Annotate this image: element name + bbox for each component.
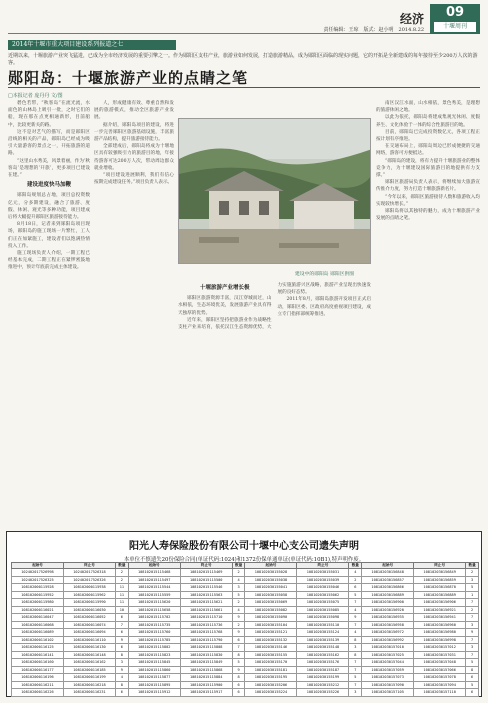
table-cell: 108102030157010 — [362, 644, 414, 652]
table-cell: 108102015115900 — [180, 681, 232, 689]
table-cell: 108102030155224 — [245, 689, 297, 697]
table-cell: 2 — [232, 599, 245, 607]
table-cell: 108102030155181 — [245, 666, 297, 674]
table-cell: 7 — [349, 666, 362, 674]
table-cell: 108102030155062 — [297, 591, 349, 599]
table-cell: 108102000116110 — [64, 636, 116, 644]
table-cell: 108102030157044 — [362, 659, 414, 667]
table-cell: 108102030155075 — [297, 599, 349, 607]
loss-notice-ad — [6, 531, 482, 697]
table-row — [12, 674, 479, 682]
table-cell: 108102030155162 — [297, 651, 349, 659]
table-cell: 108102030155038 — [245, 576, 297, 584]
table-cell: 7 — [116, 621, 129, 629]
byline: □本报记者 庞丹丹 文/图 — [8, 93, 63, 99]
table-row — [12, 666, 479, 674]
table-cell: 8 — [232, 674, 245, 682]
table-row — [12, 689, 479, 697]
paragraph: 近年来，郧阳区坚持把旅游业作为战略性支柱产业来培育，依托汉江生态资源优势，大力实施旅游兴区战略，旅游产业呈现出快速发展的良好态势。 — [178, 283, 371, 331]
table-cell: 4 — [232, 606, 245, 614]
table-cell: 8 — [466, 666, 479, 674]
table-cell: 108102030155028 — [245, 569, 297, 577]
table-cell: 108102030155132 — [245, 636, 297, 644]
paragraph: 这不是对艺气的描写，而是郧阳区沿线的相关的产品，郧阳岛已经成为吸引大量游客的景点之一，开拓旅游的道路。 — [8, 129, 90, 157]
table-cell: 8 — [349, 636, 362, 644]
table-cell: 108102000115928 — [12, 584, 64, 592]
column-header: 起始号 — [12, 563, 64, 569]
table-cell: 9 — [232, 629, 245, 637]
table-cell: 108102030155124 — [297, 629, 349, 637]
section-title: 经济 — [399, 12, 424, 26]
table-cell: 9 — [349, 614, 362, 622]
table-cell: 108102015115912 — [128, 689, 180, 697]
table-cell: 108102015115768 — [180, 629, 232, 637]
table-cell: 108102000115938 — [64, 584, 116, 592]
table-cell: 102402017526998 — [12, 569, 64, 577]
column-header: 数量 — [466, 563, 479, 569]
page-number: 09 — [445, 5, 465, 20]
table-row — [12, 644, 479, 652]
paragraph: 施工现场负责人介绍，一期工程已经基本完成，二期工程正在紧锣密鼓地推进中，预计年底前完成主体建设。 — [8, 251, 90, 271]
table-cell: 108102000116102 — [12, 636, 64, 644]
table-cell: 4 — [116, 674, 129, 682]
table-cell: 108102030156900 — [362, 599, 414, 607]
table-cell: 6 — [232, 636, 245, 644]
table-cell: 11 — [116, 599, 129, 607]
paragraph: 据介绍，郧阳岛项目的建设，将进一步完善郧阳区旅游基础设施，丰富旅游产品结构，提升旅游接待能力。 — [94, 122, 174, 143]
table-cell: 9 — [466, 629, 479, 637]
table-cell: 9 — [116, 636, 129, 644]
table-body — [12, 569, 479, 697]
table-cell: 108102030157073 — [362, 674, 414, 682]
table-cell: 108102030155148 — [297, 644, 349, 652]
column-header: 终止号 — [414, 563, 466, 569]
table-cell: 4 — [349, 569, 362, 577]
table-cell: 108102000116231 — [64, 689, 116, 697]
series-kicker: 2014年十堰市重大项目建设系列报道之七 — [8, 40, 176, 50]
table-cell: 108102030155082 — [245, 606, 297, 614]
table-cell: 108102000116094 — [64, 629, 116, 637]
table-cell: 2 — [116, 576, 129, 584]
table-cell: 5 — [466, 681, 479, 689]
paragraph: 郧阳岛规划总占地，项目总投资数亿元，分多期建设，融合了旅游、度假、休闲、观光等多种功能，项目建成后将大幅提升郧阳区旅游接待能力。 — [8, 193, 90, 221]
table-cell: 108102030157066 — [414, 666, 466, 674]
table-row — [12, 584, 479, 592]
table-cell: 108102015115917 — [180, 689, 232, 697]
table-cell: 108102015115544 — [128, 584, 180, 592]
table-cell: 11 — [116, 584, 129, 592]
article-column-1 — [8, 100, 90, 528]
column-header: 终止号 — [180, 563, 232, 569]
table-cell: 3 — [466, 621, 479, 629]
weekly-label: 十堰周刊 — [434, 22, 476, 32]
table-row — [12, 629, 479, 637]
table-cell: 108102030155041 — [245, 584, 297, 592]
column-header: 终止号 — [64, 563, 116, 569]
table-cell: 108102015115559 — [128, 591, 180, 599]
article-column-3 — [376, 100, 480, 528]
table-cell: 108102015115710 — [180, 614, 232, 622]
table-cell: 108102030155170 — [245, 659, 297, 667]
table-cell: 108102030155226 — [297, 689, 349, 697]
table-cell: 108102000116148 — [64, 651, 116, 659]
table-cell: 4 — [349, 606, 362, 614]
paragraph: “郧阳岛的建设，将有力提升十堰旅游业的整体竞争力，为十堰建设国际旅游目的地提供有力支撑。” — [376, 158, 480, 179]
column-header: 起始号 — [362, 563, 414, 569]
paragraph: 在交通布局上，郧阳岛周边已形成便捷的交通网络，游客可方便抵达。 — [376, 144, 480, 157]
table-cell: 108102000116047 — [12, 614, 64, 622]
table-row — [12, 599, 479, 607]
table-cell: 108102030156992 — [362, 636, 414, 644]
article-headline: 郧阳岛：十堰旅游产业的点睛之笔 — [8, 69, 249, 87]
table-cell: 108102000116125 — [12, 644, 64, 652]
table-cell: 8 — [232, 651, 245, 659]
table-cell: 108102030155212 — [297, 681, 349, 689]
table-cell: 108102015115735 — [128, 621, 180, 629]
table-cell: 2 — [466, 606, 479, 614]
editor-meta: 责任编辑：王琼 版式：赵小明 2014.8.22 — [323, 27, 424, 33]
column-header: 数量 — [116, 563, 129, 569]
subheading: 十堰旅游产业增长极 — [199, 285, 250, 291]
table-cell: 5 — [232, 591, 245, 599]
table-cell: 7 — [466, 614, 479, 622]
column-header: 终止号 — [297, 563, 349, 569]
table-row — [12, 614, 479, 622]
paragraph: 8月18日，记者来到郧阳岛项目现场，郧阳岛的施工现场一片繁忙，工人们正在加紧施工，建设者们以饱满热情投入工作。 — [8, 222, 90, 249]
table-cell: 108102030155069 — [245, 599, 297, 607]
table-cell: 4 — [232, 576, 245, 584]
table-cell: 108102030156866 — [362, 584, 414, 592]
table-cell: 108102015115849 — [180, 659, 232, 667]
table-cell: 108102030155187 — [297, 666, 349, 674]
table-cell: 108102015115736 — [180, 621, 232, 629]
table-cell: 3 — [116, 659, 129, 667]
table-cell: 108102030156960 — [414, 621, 466, 629]
table-cell: 108102030156859 — [414, 576, 466, 584]
table-cell: 8 — [116, 651, 129, 659]
paragraph: “这里山水秀美，风景着丽，作为‘秋客岛’是理想的‘开旅’，更多项目已建设在建。” — [8, 158, 90, 179]
table-cell: 108102015115868 — [180, 666, 232, 674]
table-cell: 108102030157094 — [414, 681, 466, 689]
table-cell: 108102000116160 — [12, 659, 64, 667]
table-cell: 7 — [232, 644, 245, 652]
table-cell: 108102000116021 — [12, 606, 64, 614]
table-row — [12, 621, 479, 629]
table-cell: 108102030155104 — [245, 621, 297, 629]
table-cell: 108102030157110 — [414, 689, 466, 697]
table-cell: 4 — [349, 629, 362, 637]
table-cell: 108102000115980 — [12, 599, 64, 607]
table-cell: 5 — [232, 659, 245, 667]
table-cell: 2 — [232, 621, 245, 629]
table-cell: 108102015115702 — [128, 614, 180, 622]
table-cell: 108102015115785 — [128, 636, 180, 644]
table-cell: 108102030155046 — [297, 584, 349, 592]
table-cell: 108102015115760 — [128, 629, 180, 637]
table-cell: 9 — [232, 666, 245, 674]
table-cell: 108102030155031 — [297, 569, 349, 577]
table-cell: 108102000116199 — [64, 674, 116, 682]
table-cell: 3 — [232, 584, 245, 592]
page-header — [8, 4, 480, 34]
table-cell: 108102015115802 — [128, 644, 180, 652]
column-header: 数量 — [232, 563, 245, 569]
table-cell: 6 — [232, 681, 245, 689]
column-header: 起始号 — [128, 563, 180, 569]
table-cell: 108102015115500 — [180, 576, 232, 584]
table-cell: 108102015115823 — [128, 651, 180, 659]
article-column-2 — [94, 100, 174, 528]
table-cell: 7 — [466, 599, 479, 607]
table-cell: 9 — [116, 666, 129, 674]
table-cell: 108102030156980 — [414, 629, 466, 637]
table-cell: 108102030156870 — [414, 584, 466, 592]
table-cell: 108102030155121 — [245, 629, 297, 637]
notice-title: 阳光人寿保险股份有限公司十堰中心支公司遗失声明 — [129, 541, 359, 552]
table-cell: 108102000116141 — [12, 651, 64, 659]
paragraph: 南区汉江水面，山水相依，景色秀美，是理想的旅游休闲之地。 — [376, 101, 480, 114]
table-cell: 108102015115860 — [128, 666, 180, 674]
table-cell: 108102000116196 — [12, 674, 64, 682]
photo-caption: 建设中的郧阳岛 郧阳区供图 — [295, 272, 355, 277]
subheading: 建设进度快马加鞭 — [26, 182, 71, 189]
table-cell: 108102000116089 — [12, 629, 64, 637]
page-number-box — [430, 4, 480, 34]
table-cell: 108102030156935 — [362, 614, 414, 622]
table-cell: 8 — [349, 651, 362, 659]
table-cell: 7 — [466, 636, 479, 644]
divider — [8, 87, 480, 88]
table-cell: 6 — [116, 614, 129, 622]
table-cell: 9 — [232, 614, 245, 622]
table-cell: 108102015115497 — [128, 576, 180, 584]
table-cell: 102402017526318 — [64, 569, 116, 577]
paragraph: 全部建成后，郧阳岛将成为十堰地区具有较强吸引力的旅游目的地，年接待游客可达200万人次，带动周边群众就业增收。 — [94, 144, 174, 171]
table-cell: 108102000115952 — [12, 591, 64, 599]
table-cell: 108102015115469 — [180, 569, 232, 577]
paragraph: “今年以来，郧阳区旅游接待人数和旅游收入均实现较快增长。” — [376, 194, 480, 207]
table-row — [12, 636, 479, 644]
table-cell: 7 — [349, 681, 362, 689]
table-cell: 6 — [116, 644, 129, 652]
table-cell: 5 — [466, 584, 479, 592]
table-cell: 6 — [232, 689, 245, 697]
column-header: 起始号 — [245, 563, 297, 569]
table-cell: 108102000116030 — [64, 606, 116, 614]
table-cell: 7 — [349, 659, 362, 667]
table-cell: 108102030157090 — [362, 681, 414, 689]
table-cell: 108102030156906 — [414, 599, 466, 607]
table-cell: 3 — [466, 644, 479, 652]
table-cell: 108102000116074 — [64, 621, 116, 629]
table-cell: 6 — [466, 689, 479, 697]
table-cell: 108102015115877 — [128, 674, 180, 682]
table-cell: 108102015115658 — [128, 606, 180, 614]
table-cell: 108102030156941 — [414, 614, 466, 622]
table-cell: 3 — [466, 576, 479, 584]
column-header: 数量 — [349, 563, 362, 569]
table-cell: 3 — [349, 689, 362, 697]
table-cell: 108102030155110 — [297, 621, 349, 629]
table-cell: 108102030156972 — [362, 629, 414, 637]
paragraph: 碧色若带，“秋客岛”在流光流，水面色的山林岛上吸引一批，之时它们的船，现在那在点更相通新形，目前船中，比较更新关的路。 — [8, 101, 90, 128]
table-cell: 108102015115546 — [180, 584, 232, 592]
table-cell: 6 — [116, 629, 129, 637]
table-row — [12, 659, 479, 667]
table-cell: 108102000116130 — [64, 644, 116, 652]
table-cell: 1 — [466, 591, 479, 599]
table-cell: 108102000116185 — [64, 666, 116, 674]
table-cell: 2 — [466, 569, 479, 577]
table-cell: 108102015115895 — [128, 681, 180, 689]
table-cell: 108102030157078 — [414, 674, 466, 682]
paragraph: 郧阳区旅游局负责人表示，将继续加大旅游宣传推介力度，努力打造十堰旅游新名片。 — [376, 180, 480, 193]
table-cell: 108102030156998 — [414, 636, 466, 644]
table-cell: 6 — [466, 674, 479, 682]
table-cell: 108102030155098 — [297, 614, 349, 622]
table-cell: 7 — [466, 651, 479, 659]
table-cell: 108102000116162 — [64, 659, 116, 667]
table-cell: 6 — [349, 584, 362, 592]
table-cell: 108102030156920 — [362, 606, 414, 614]
paragraph: 人，形成健康有效、尊重自然和发展的旅游模式，推动全区旅游产业发展。 — [94, 101, 174, 121]
article-deck: 近期以来，十堰旅游产业突飞猛进，已成为全市经济发展的重要引擎之一。作为郧阳区支柱产业，旅游业如何发展，打造旅游精品，成为郧阳区面临的现实问题，它的开拓是全新建成的每年接待至少200万人次的游客。 — [8, 53, 478, 66]
table-cell: 2 — [232, 569, 245, 577]
table-cell: 3 — [349, 644, 362, 652]
table-cell: 108102030157025 — [362, 651, 414, 659]
table-cell: 108102030156921 — [414, 606, 466, 614]
table-row — [12, 569, 479, 577]
table-cell: 108102015115884 — [180, 674, 232, 682]
table-cell: 2 — [349, 576, 362, 584]
paragraph: 郧阳岛将以其独特的魅力，成为十堰旅游产业发展的点睛之笔。 — [376, 209, 480, 222]
table-cell: 108102030156848 — [362, 569, 414, 577]
table-cell: 108102030157105 — [362, 689, 414, 697]
table-cell: 108102030155146 — [245, 644, 297, 652]
table-cell: 108102015115845 — [128, 659, 180, 667]
table-row — [12, 591, 479, 599]
table-cell: 5 — [349, 674, 362, 682]
table-cell: 102402017526326 — [64, 576, 116, 584]
table-cell: 108102030156889 — [414, 591, 466, 599]
table-cell: 102402017526325 — [12, 576, 64, 584]
table-cell: 108102030157048 — [414, 659, 466, 667]
table-cell: 108102000115990 — [64, 599, 116, 607]
table-cell: 5 — [466, 659, 479, 667]
paragraph: 目前，郧阳岛已完成投资数亿元，各项工程正按计划有序推进。 — [376, 129, 480, 143]
table-cell: 108102015115621 — [180, 599, 232, 607]
table-cell: 108102015115830 — [180, 651, 232, 659]
paragraph: 郧阳区旅游资源丰富，汉江穿城而过，山水相依，生态环境优美，发展旅游产业具有得天独厚的优势。 — [178, 296, 272, 316]
table-cell: 7 — [349, 599, 362, 607]
table-cell: 108102030156849 — [414, 569, 466, 577]
table-cell: 108102000116052 — [64, 614, 116, 622]
construction-site-photo — [178, 118, 371, 264]
table-cell: 108102030155155 — [245, 651, 297, 659]
table-cell: 108102015115808 — [180, 644, 232, 652]
table-cell: 108102030157012 — [414, 644, 466, 652]
table-cell: 108102030156889 — [362, 591, 414, 599]
table-cell: 108102015115661 — [180, 606, 232, 614]
table-cell: 5 — [349, 591, 362, 599]
table-cell: 7 — [349, 621, 362, 629]
table-cell: 108102015115620 — [128, 599, 180, 607]
table-cell: 108102000116211 — [12, 681, 64, 689]
article-column-2b — [178, 282, 371, 528]
table-cell: 108102000116218 — [64, 681, 116, 689]
table-cell: 108102030155058 — [245, 591, 297, 599]
table-row — [12, 651, 479, 659]
table-cell: 10 — [116, 606, 129, 614]
table-cell: 108102000116068 — [12, 621, 64, 629]
table-cell: 108102030155199 — [297, 674, 349, 682]
table-cell: 108102030155195 — [245, 674, 297, 682]
table-cell: 108102030155085 — [297, 606, 349, 614]
table-cell: 11 — [116, 591, 129, 599]
table-cell: 108102030157031 — [414, 651, 466, 659]
notice-subtitle: 本单位不慎遗失20份保险合同(单证代码:1024)和1372份保单通单证(单证代码:10B1),特声明作废。 — [123, 557, 365, 563]
table-cell: 108102000116177 — [12, 666, 64, 674]
table-cell: 108102030156857 — [362, 576, 414, 584]
table-cell: 108102030155176 — [297, 659, 349, 667]
table-cell: 8 — [116, 681, 129, 689]
table-cell: 108102030155139 — [297, 636, 349, 644]
table-cell: 108102000115962 — [64, 591, 116, 599]
paragraph: 以此为依托，郧阳岛将建成集观光休闲、度假养生、文化体验于一体的综合性旅游目的地。 — [376, 115, 480, 128]
table-cell: 108102030156958 — [362, 621, 414, 629]
policy-number-table — [11, 562, 479, 697]
table-cell: 108102015115563 — [180, 591, 232, 599]
table-cell: 108102015115790 — [180, 636, 232, 644]
table-row — [12, 576, 479, 584]
table-cell: 108102030157059 — [362, 666, 414, 674]
paragraph: 2011年8月，郧阳岛旅游开发项目正式启动，郧阳区委、区政府高度重视项目建设，成立专门指挥部统筹推进。 — [277, 297, 371, 317]
table-row — [12, 681, 479, 689]
table-cell: 2 — [116, 569, 129, 577]
table-cell: 6 — [116, 689, 129, 697]
table-cell: 108102030155090 — [245, 614, 297, 622]
table-cell: 108102030155039 — [297, 576, 349, 584]
paragraph: “项目建设进展顺利，我们有信心按期完成建设任务。”项目负责人表示。 — [94, 173, 174, 186]
table-cell: 108102030155206 — [245, 681, 297, 689]
table-row — [12, 606, 479, 614]
photo-image — [179, 119, 371, 264]
table-cell: 108102015115468 — [128, 569, 180, 577]
table-cell: 108102000116226 — [12, 689, 64, 697]
